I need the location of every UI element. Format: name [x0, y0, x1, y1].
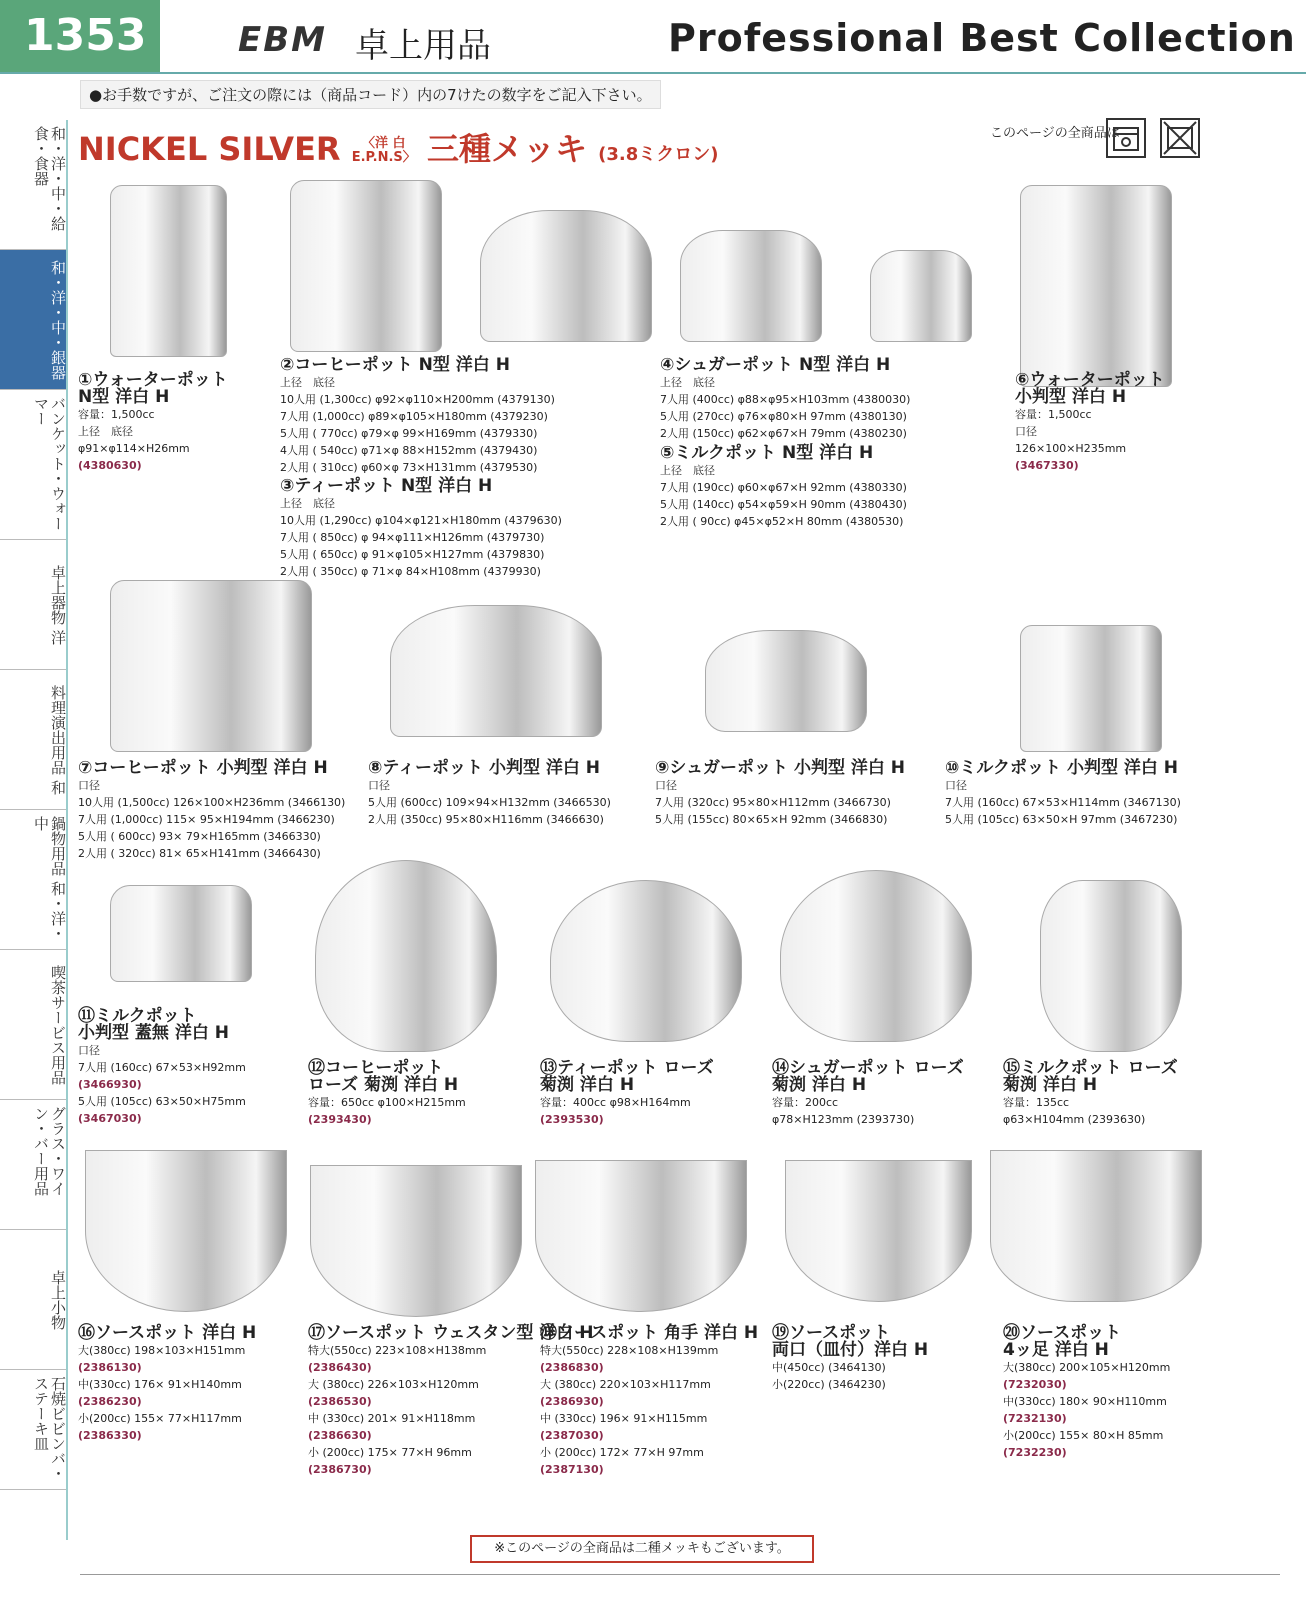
product-detail: 10人用 (1,300cc) φ92×φ110×H200mm (4379130): [280, 393, 555, 406]
product-detail: 5人用 ( 650cc) φ 91×φ105×H127mm (4379830): [280, 548, 545, 561]
product-detail: (2387130): [540, 1463, 604, 1476]
product-detail: 上径 底径: [78, 425, 133, 438]
product-image: [550, 880, 742, 1042]
dishwasher-icon: [1106, 118, 1146, 158]
product-detail: (2386630): [308, 1429, 372, 1442]
product-detail: 小 (200cc) 175× 77×H 96mm: [308, 1446, 472, 1459]
product-detail: (4380630): [78, 459, 142, 472]
product-image: [535, 1160, 747, 1312]
product-detail: 10人用 (1,500cc) 126×100×H236mm (3466130): [78, 796, 346, 809]
product-detail: (2386130): [78, 1361, 142, 1374]
product-detail: 5人用 ( 600cc) 93× 79×H165mm (3466330): [78, 830, 321, 843]
product-detail: 2人用 ( 350cc) φ 71×φ 84×H108mm (4379930): [280, 565, 541, 578]
product-detail: (2393430): [308, 1113, 372, 1126]
product-label: [1003, 1060, 1178, 1128]
product-name: ⑦コーヒーポット 小判型 洋白 H: [78, 758, 328, 778]
product-detail: 中(330cc) 176× 91×H140mm: [78, 1378, 242, 1391]
product-detail: (2386530): [308, 1395, 372, 1408]
product-name: ⑮ミルクポット ローズ: [1003, 1058, 1178, 1078]
product-detail: (7232130): [1003, 1412, 1067, 1425]
product-name: ⑭シュガーポット ローズ: [772, 1058, 964, 1078]
product-image: [390, 605, 602, 737]
product-detail: 容量：1,500cc: [1015, 408, 1092, 421]
product-name: ⑯ソースポット 洋白 H: [78, 1323, 257, 1343]
product-detail: 7人用 (190cc) φ60×φ67×H 92mm (4380330): [660, 481, 907, 494]
product-detail: 小(200cc) 155× 77×H117mm: [78, 1412, 242, 1425]
product-detail: (7232230): [1003, 1446, 1067, 1459]
product-detail: (7232030): [1003, 1378, 1067, 1391]
sidebar-item[interactable]: 鍋物用品 和・洋・中: [0, 810, 66, 950]
page-number: 1353: [0, 0, 160, 72]
product-detail: 上径 底径: [660, 376, 715, 389]
product-name: 両口（皿付）洋白 H: [772, 1340, 929, 1360]
product-detail: (2393530): [540, 1113, 604, 1126]
product-image: [315, 860, 497, 1052]
product-image: [1020, 625, 1162, 752]
product-detail: 2人用 (350cc) 95×80×H116mm (3466630): [368, 813, 604, 826]
sidebar-item[interactable]: 和・洋・中・給食・食器: [0, 120, 66, 250]
product-name: 4ッ足 洋白 H: [1003, 1340, 1109, 1360]
product-detail: 大 (380cc) 220×103×H117mm: [540, 1378, 711, 1391]
product-detail: 2人用 ( 90cc) φ45×φ52×H 80mm (4380530): [660, 515, 904, 528]
product-detail: 中(330cc) 180× 90×H110mm: [1003, 1395, 1167, 1408]
product-detail: 容量：200cc: [772, 1096, 839, 1109]
product-detail: 7人用 (160cc) 67×53×H92mm: [78, 1061, 246, 1074]
product-name: 菊渕 洋白 H: [1003, 1075, 1098, 1095]
product-detail: φ78×H123mm (2393730): [772, 1113, 915, 1126]
product-detail: (3466930): [78, 1078, 142, 1091]
product-detail: (2386430): [308, 1361, 372, 1374]
product-detail: 容量：400cc φ98×H164mm: [540, 1096, 691, 1109]
product-label: [772, 1060, 964, 1128]
product-detail: (2386930): [540, 1395, 604, 1408]
product-detail: 口径: [368, 779, 390, 792]
product-name: N型 洋白 H: [78, 387, 170, 407]
product-detail: 中 (330cc) 196× 91×H115mm: [540, 1412, 708, 1425]
product-detail: (2386730): [308, 1463, 372, 1476]
product-name: 小判型 洋白 H: [1015, 387, 1127, 407]
product-label: [655, 760, 905, 828]
product-image: [290, 180, 442, 352]
product-detail: 5人用 (140cc) φ54×φ59×H 90mm (4380430): [660, 498, 907, 511]
bottom-divider: [80, 1574, 1280, 1575]
product-detail: 特大(550cc) 228×108×H139mm: [540, 1344, 719, 1357]
product-name: ⑳ソースポット: [1003, 1323, 1122, 1343]
product-image: [680, 230, 822, 342]
product-name: ②コーヒーポット N型 洋白 H: [280, 355, 510, 375]
header-divider: [0, 72, 1306, 74]
product-name: ①ウォーターポット: [78, 370, 228, 390]
sidebar-item[interactable]: 喫茶サービス用品: [0, 950, 66, 1100]
product-label: [1015, 372, 1165, 474]
sidebar-item[interactable]: 和・洋・中・銀器: [0, 250, 66, 390]
product-image: [990, 1150, 1202, 1302]
product-name: 小判型 蓋無 洋白 H: [78, 1023, 229, 1043]
product-label: [78, 1325, 256, 1444]
product-image: [110, 580, 312, 752]
product-detail: (2387030): [540, 1429, 604, 1442]
product-label: [1003, 1325, 1170, 1461]
sidebar-item[interactable]: グラス・ワイン・バー用品: [0, 1100, 66, 1230]
product-detail: 5人用 (270cc) φ76×φ80×H 97mm (4380130): [660, 410, 907, 423]
product-label: [368, 760, 611, 828]
product-image: [1040, 880, 1182, 1052]
product-detail: 5人用 (155cc) 80×65×H 92mm (3466830): [655, 813, 888, 826]
product-detail: 126×100×H235mm: [1015, 442, 1127, 455]
product-detail: 7人用 (1,000cc) 115× 95×H194mm (3466230): [78, 813, 335, 826]
product-label: [660, 357, 910, 442]
product-name: ⑱ソースポット 角手 洋白 H: [540, 1323, 759, 1343]
product-detail: 小(200cc) 155× 80×H 85mm: [1003, 1429, 1164, 1442]
product-detail: 10人用 (1,290cc) φ104×φ121×H180mm (4379630): [280, 514, 562, 527]
product-detail: φ91×φ114×H26mm: [78, 442, 190, 455]
product-detail: φ63×H104mm (2393630): [1003, 1113, 1146, 1126]
product-detail: 5人用 ( 770cc) φ79×φ 99×H169mm (4379330): [280, 427, 538, 440]
product-name: ⑤ミルクポット N型 洋白 H: [660, 443, 874, 463]
product-name: ⑩ミルクポット 小判型 洋白 H: [945, 758, 1179, 778]
product-detail: 容量：1,500cc: [78, 408, 155, 421]
no-microwave-icon: [1160, 118, 1200, 158]
product-detail: (2386230): [78, 1395, 142, 1408]
product-name: ③ティーポット N型 洋白 H: [280, 476, 493, 496]
product-detail: 口径: [78, 1044, 100, 1057]
product-detail: 7人用 (400cc) φ88×φ95×H103mm (4380030): [660, 393, 911, 406]
product-image: [110, 885, 252, 982]
sidebar-item[interactable]: 卓上器物 洋: [0, 540, 66, 670]
title-main: NICKEL SILVER: [78, 130, 341, 168]
product-image: [785, 1160, 972, 1302]
product-image: [310, 1165, 522, 1317]
product-detail: (2386830): [540, 1361, 604, 1374]
product-label: [308, 1060, 466, 1128]
product-detail: (3467030): [78, 1112, 142, 1125]
product-detail: 2人用 ( 320cc) 81× 65×H141mm (3466430): [78, 847, 321, 860]
product-detail: 大(380cc) 200×105×H120mm: [1003, 1361, 1171, 1374]
product-detail: 5人用 (105cc) 63×50×H75mm: [78, 1095, 246, 1108]
product-name: ⑲ソースポット: [772, 1323, 891, 1343]
product-detail: 中 (330cc) 201× 91×H118mm: [308, 1412, 476, 1425]
brand-logo: EBM: [238, 20, 327, 60]
product-name: ⑬ティーポット ローズ: [540, 1058, 714, 1078]
product-detail: 2人用 ( 310cc) φ60×φ 73×H131mm (4379530): [280, 461, 538, 474]
product-detail: (2386330): [78, 1429, 142, 1442]
product-detail: 5人用 (600cc) 109×94×H132mm (3466530): [368, 796, 611, 809]
product-image: [480, 210, 652, 342]
product-name: ローズ 菊渕 洋白 H: [308, 1075, 459, 1095]
product-detail: 口径: [655, 779, 677, 792]
order-notice: ●お手数ですが、ご注文の際には（商品コード）内の7けたの数字をご記入下さい。: [80, 80, 661, 109]
product-name: ⑧ティーポット 小判型 洋白 H: [368, 758, 601, 778]
sidebar-item[interactable]: 石焼ビビンバ・ステーキ皿: [0, 1370, 66, 1490]
product-label: [540, 1325, 758, 1478]
product-name: ⑫コーヒーポット: [308, 1058, 444, 1078]
product-detail: 7人用 (320cc) 95×80×H112mm (3466730): [655, 796, 891, 809]
product-label: [280, 357, 555, 476]
product-image: [780, 870, 972, 1042]
product-label: [78, 760, 345, 862]
collection-title: Professional Best Collection: [668, 16, 1296, 60]
sidebar: [0, 120, 68, 1540]
category-title: 卓上用品: [355, 26, 491, 66]
product-image: [110, 185, 227, 357]
product-label: [78, 372, 228, 474]
product-detail: 上径 底径: [280, 497, 335, 510]
product-name: ⑰ソースポット ウェスタン型 洋白 H: [308, 1323, 594, 1343]
product-detail: 口径: [1015, 425, 1037, 438]
product-name: ⑨シュガーポット 小判型 洋白 H: [655, 758, 906, 778]
sidebar-item[interactable]: 料理演出用品 和: [0, 670, 66, 810]
product-detail: 5人用 (105cc) 63×50×H 97mm (3467230): [945, 813, 1178, 826]
all-items-note: このページの全商品は: [990, 126, 1120, 141]
product-label: [772, 1325, 928, 1393]
product-detail: 7人用 (160cc) 67×53×H114mm (3467130): [945, 796, 1181, 809]
product-detail: 7人用 (1,000cc) φ89×φ105×H180mm (4379230): [280, 410, 548, 423]
product-detail: 大 (380cc) 226×103×H120mm: [308, 1378, 479, 1391]
product-image: [705, 630, 867, 732]
product-detail: 小 (200cc) 172× 77×H 97mm: [540, 1446, 704, 1459]
product-label: [78, 1008, 246, 1127]
title-micron: (3.8ミクロン): [598, 144, 719, 165]
product-image: [85, 1150, 287, 1312]
product-detail: 上径 底径: [660, 464, 715, 477]
product-label: [660, 445, 907, 530]
product-detail: 口径: [945, 779, 967, 792]
footer-note: ※このページの全商品は二種メッキもございます。: [470, 1535, 814, 1563]
product-name: 菊渕 洋白 H: [772, 1075, 867, 1095]
product-detail: 口径: [78, 779, 100, 792]
product-label: [280, 478, 562, 580]
product-detail: 中(450cc) (3464130): [772, 1361, 886, 1374]
section-title: [78, 124, 718, 170]
product-image: [1020, 185, 1172, 387]
product-label: [945, 760, 1181, 828]
title-plating: 三種メッキ: [426, 130, 587, 168]
product-image: [870, 250, 972, 342]
product-detail: 容量：650cc φ100×H215mm: [308, 1096, 466, 1109]
product-detail: 特大(550cc) 223×108×H138mm: [308, 1344, 487, 1357]
product-name: ⑥ウォーターポット: [1015, 370, 1165, 390]
product-detail: 小(220cc) (3464230): [772, 1378, 886, 1391]
product-detail: 大(380cc) 198×103×H151mm: [78, 1344, 246, 1357]
product-detail: 容量：135cc: [1003, 1096, 1070, 1109]
product-detail: 7人用 ( 850cc) φ 94×φ111×H126mm (4379730): [280, 531, 545, 544]
product-detail: 4人用 ( 540cc) φ71×φ 88×H152mm (4379430): [280, 444, 538, 457]
product-label: [540, 1060, 714, 1128]
product-name: ④シュガーポット N型 洋白 H: [660, 355, 891, 375]
sidebar-item[interactable]: 卓上小物: [0, 1230, 66, 1370]
product-detail: (3467330): [1015, 459, 1079, 472]
product-detail: 上径 底径: [280, 376, 335, 389]
product-name: 菊渕 洋白 H: [540, 1075, 635, 1095]
product-detail: 2人用 (150cc) φ62×φ67×H 79mm (4380230): [660, 427, 907, 440]
sidebar-item[interactable]: バンケット・ウォーマー: [0, 390, 66, 540]
title-sub: 〈洋 白 E.P.N.S〉: [351, 136, 416, 165]
product-name: ⑪ミルクポット: [78, 1006, 197, 1026]
